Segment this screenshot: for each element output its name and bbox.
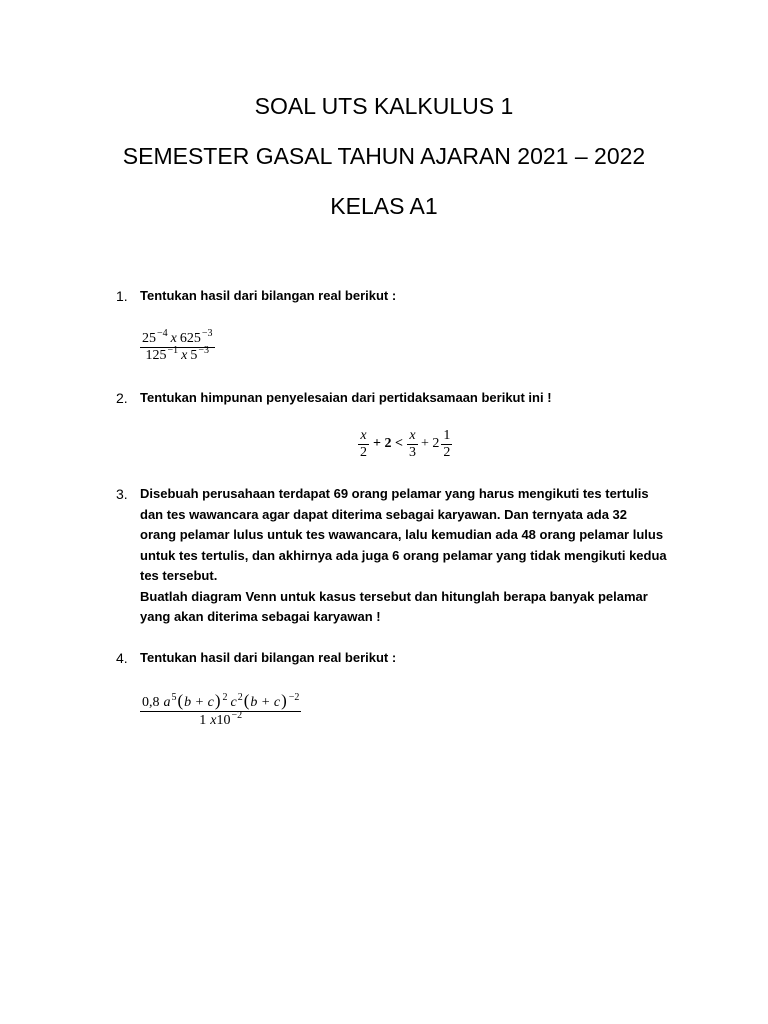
exponent: −3	[198, 345, 209, 356]
fraction-numerator	[140, 690, 301, 711]
times-operator: x	[181, 348, 188, 363]
fraction-rhs	[407, 428, 418, 460]
variable-a: a	[163, 695, 171, 710]
question-text	[140, 484, 667, 628]
question-line: Disebuah perusahaan terdapat 69 orang pelamar yang harus mengikuti tes tertulis	[140, 486, 649, 501]
exponent: −2	[288, 692, 300, 703]
base-number: 5	[190, 348, 198, 363]
base-number: 10	[216, 713, 231, 728]
question-line: Buatlah diagram Venn untuk kasus tersebut dan hitunglah berapa banyak pelamar	[140, 588, 648, 604]
fraction-numerator	[358, 428, 369, 444]
fraction-denominator	[140, 347, 215, 363]
fraction-numerator	[441, 428, 452, 444]
question-line: untuk tes tertulis, dan akhirnya ada juga 6 orang pelamar yang tidak mengikuti kedua	[140, 547, 667, 563]
variable-c: c	[230, 695, 237, 710]
denominator-value: 2	[443, 445, 451, 460]
coefficient: 1	[199, 713, 207, 728]
question-number: 4.	[116, 650, 128, 666]
right-parenthesis: )	[281, 691, 287, 710]
base-number: 125	[145, 348, 167, 363]
variable-x: x	[360, 428, 367, 443]
times-operator: x	[210, 713, 217, 728]
right-parenthesis: )	[214, 691, 221, 710]
base-number: 625	[179, 331, 201, 346]
fraction-denominator	[358, 444, 369, 460]
formula-2-inequality	[358, 428, 452, 460]
fraction	[140, 690, 301, 729]
base-number: 25	[142, 331, 156, 346]
coefficient: 0,8	[142, 695, 160, 710]
question-line: orang pelamar lulus untuk tes wawancara, lalu kemudian ada 48 orang pelamar lulus	[140, 527, 664, 542]
denominator-value: 3	[408, 445, 416, 460]
left-parenthesis: (	[243, 691, 250, 710]
question-line: tes tersebut.	[140, 568, 218, 583]
group-expression: b + c	[250, 695, 281, 710]
left-parenthesis: (	[177, 691, 184, 710]
formula-4	[140, 690, 301, 729]
fraction-denominator	[407, 444, 418, 460]
question-number: 3.	[116, 486, 128, 502]
exponent: −1	[167, 345, 179, 356]
fraction-denominator	[140, 711, 301, 729]
variable-x: x	[409, 428, 416, 443]
fraction-lhs	[358, 428, 369, 460]
numerator-value: 1	[443, 428, 451, 443]
exponent: 5	[171, 692, 177, 703]
question-line: dan tes wawancara agar dapat diterima sebagai karyawan. Dan ternyata ada 32	[140, 506, 627, 522]
lhs-tail: + 2 <	[373, 436, 403, 451]
exam-title: SOAL UTS KALKULUS 1	[254, 93, 514, 119]
group-expression: b + c	[184, 695, 214, 710]
exponent: 2	[222, 692, 228, 703]
formula-1	[140, 328, 215, 363]
class-heading: KELAS A1	[330, 193, 438, 219]
exponent: −4	[157, 328, 168, 339]
fraction-mixed	[441, 428, 452, 460]
times-operator: x	[170, 331, 177, 346]
question-text: Tentukan hasil dari bilangan real berikut :	[140, 288, 397, 303]
question-number: 2.	[116, 390, 128, 406]
fraction-denominator	[441, 444, 452, 460]
exponent: −3	[201, 328, 213, 339]
semester-heading: SEMESTER GASAL TAHUN AJARAN 2021 – 2022	[122, 143, 646, 169]
denominator-value: 2	[360, 445, 367, 460]
question-line: yang akan diterima sebagai karyawan !	[140, 609, 381, 624]
fraction-numerator	[407, 428, 418, 444]
fraction	[140, 328, 215, 363]
exponent: 2	[237, 692, 243, 703]
question-text: Tentukan himpunan penyelesaian dari pertidaksamaan berikut ini !	[140, 390, 552, 405]
question-text: Tentukan hasil dari bilangan real berikut :	[140, 650, 397, 665]
exponent: −2	[231, 710, 243, 721]
question-number: 1.	[116, 288, 128, 304]
rhs-tail: + 2	[420, 436, 440, 451]
